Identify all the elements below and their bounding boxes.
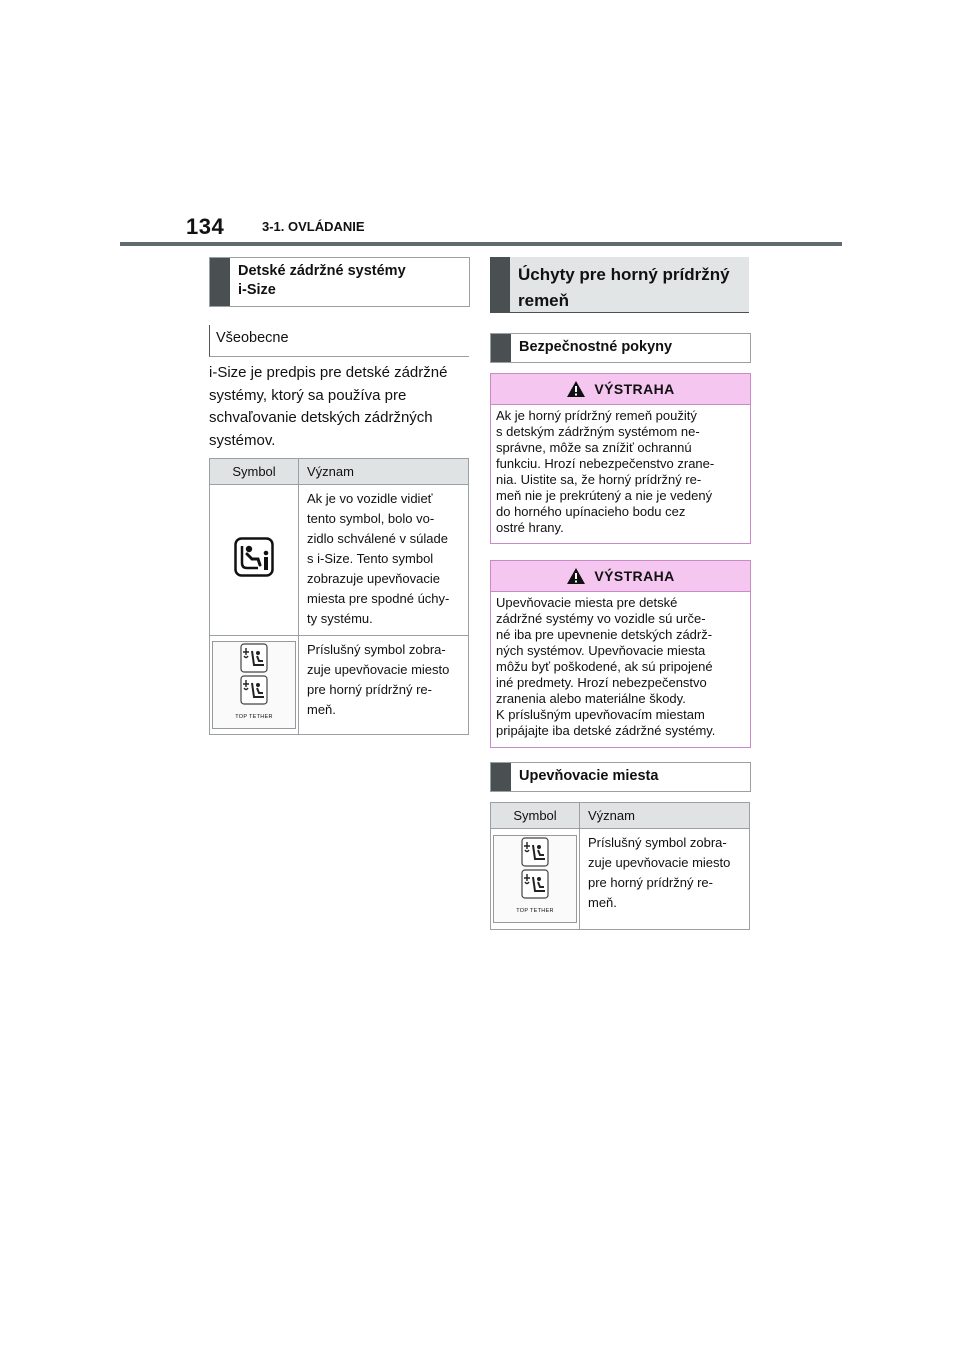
table-row xyxy=(491,829,750,930)
heading-bar xyxy=(490,257,510,312)
symbol-cell xyxy=(210,485,299,636)
section-title: 3-1. OVLÁDANIE xyxy=(262,219,365,234)
anchor-seat-icon xyxy=(240,643,268,673)
warning-header xyxy=(491,561,750,592)
isize-symbol-table xyxy=(209,458,469,735)
heading-bar xyxy=(210,258,230,306)
col-meaning: Význam xyxy=(299,459,469,485)
heading-anchor-points xyxy=(490,762,751,792)
meaning-cell: Príslušný symbol zobra- zuje upevňovacie miesto pre horný prídržný re- meň. xyxy=(580,829,750,930)
top-tether-icon xyxy=(493,835,577,923)
col-symbol: Symbol xyxy=(491,803,580,829)
anchor-seat-icon xyxy=(521,869,549,899)
warning-triangle-icon xyxy=(566,567,586,585)
warning-title: VÝSTRAHA xyxy=(594,568,675,584)
symbol-cell xyxy=(491,829,580,930)
page-number: 134 xyxy=(186,214,225,239)
heading-anchor-points-text: Upevňovacie miesta xyxy=(519,768,659,784)
heading-bar xyxy=(491,763,511,791)
table-row xyxy=(210,485,469,636)
meaning-cell: Príslušný symbol zobra- zuje upevňovacie miesto pre horný prídržný re- meň. xyxy=(299,636,469,735)
heading-safety xyxy=(490,333,751,363)
intro-paragraph: i-Size je predpis pre detské zádržné systémy, ktorý sa používa pre schvaľovanie detských zádržných systémov. xyxy=(209,364,448,449)
warning-triangle-icon xyxy=(566,380,586,398)
heading-top-tether xyxy=(490,257,749,313)
warning-box xyxy=(490,560,751,748)
subheading-general-text: Všeobecne xyxy=(216,330,289,346)
meaning-cell: Ak je vo vozidle vidieť tento symbol, bolo vo- zidlo schválené v súlade s i-Size. Tento symbol zobrazuje upevňovacie miesta pre spodné úchy- ty systému. xyxy=(299,485,469,636)
symbol-cell xyxy=(210,636,299,735)
subheading-general xyxy=(209,325,469,357)
table-header-row xyxy=(491,803,750,829)
anchor-seat-icon xyxy=(521,837,549,867)
warning-text: Ak je horný prídržný remeň použitý s detským zádržným systémom ne- správne, môže sa znížiť ochrannú funkciu. Hrozí nebezpečenstvo zrane- nia. Uistite sa, že horný prídržný re- meň nie je prekrútený a nie je vedený do horného upínacieho bodu cez ostré hrany. xyxy=(496,408,715,535)
table-row xyxy=(210,636,469,735)
top-tether-label: TOP TETHER xyxy=(235,714,273,720)
heading-top-tether-text: Úchyty pre horný prídržný remeň xyxy=(518,265,730,310)
warning-text: Upevňovacie miesta pre detské zádržné systémy vo vozidle sú urče- né iba pre upevnenie detských zádrž- ných systémov. Upevňovacie miesta môžu byť poškodené, ak sú pripojené iné predmety. Hrozí nebezpečenstvo zranenia alebo materiálne škody. K príslušným upevňovacím miestam pripájajte iba detské zádržné systémy. xyxy=(496,595,716,738)
warning-title: VÝSTRAHA xyxy=(594,381,675,397)
col-meaning: Význam xyxy=(580,803,750,829)
heading-safety-text: Bezpečnostné pokyny xyxy=(519,339,673,355)
col-symbol: Symbol xyxy=(210,459,299,485)
table-header-row xyxy=(210,459,469,485)
header-divider xyxy=(120,242,842,246)
isize-child-seat-icon xyxy=(234,565,274,580)
heading-isize xyxy=(209,257,470,307)
warning-box xyxy=(490,373,751,544)
top-tether-icon xyxy=(212,641,296,729)
anchor-seat-icon xyxy=(240,675,268,705)
warning-header xyxy=(491,374,750,405)
top-tether-label: TOP TETHER xyxy=(516,908,554,914)
heading-bar xyxy=(491,334,511,362)
heading-isize-text: Detské zádržné systémy i-Size xyxy=(238,263,406,298)
anchor-symbol-table xyxy=(490,802,750,930)
